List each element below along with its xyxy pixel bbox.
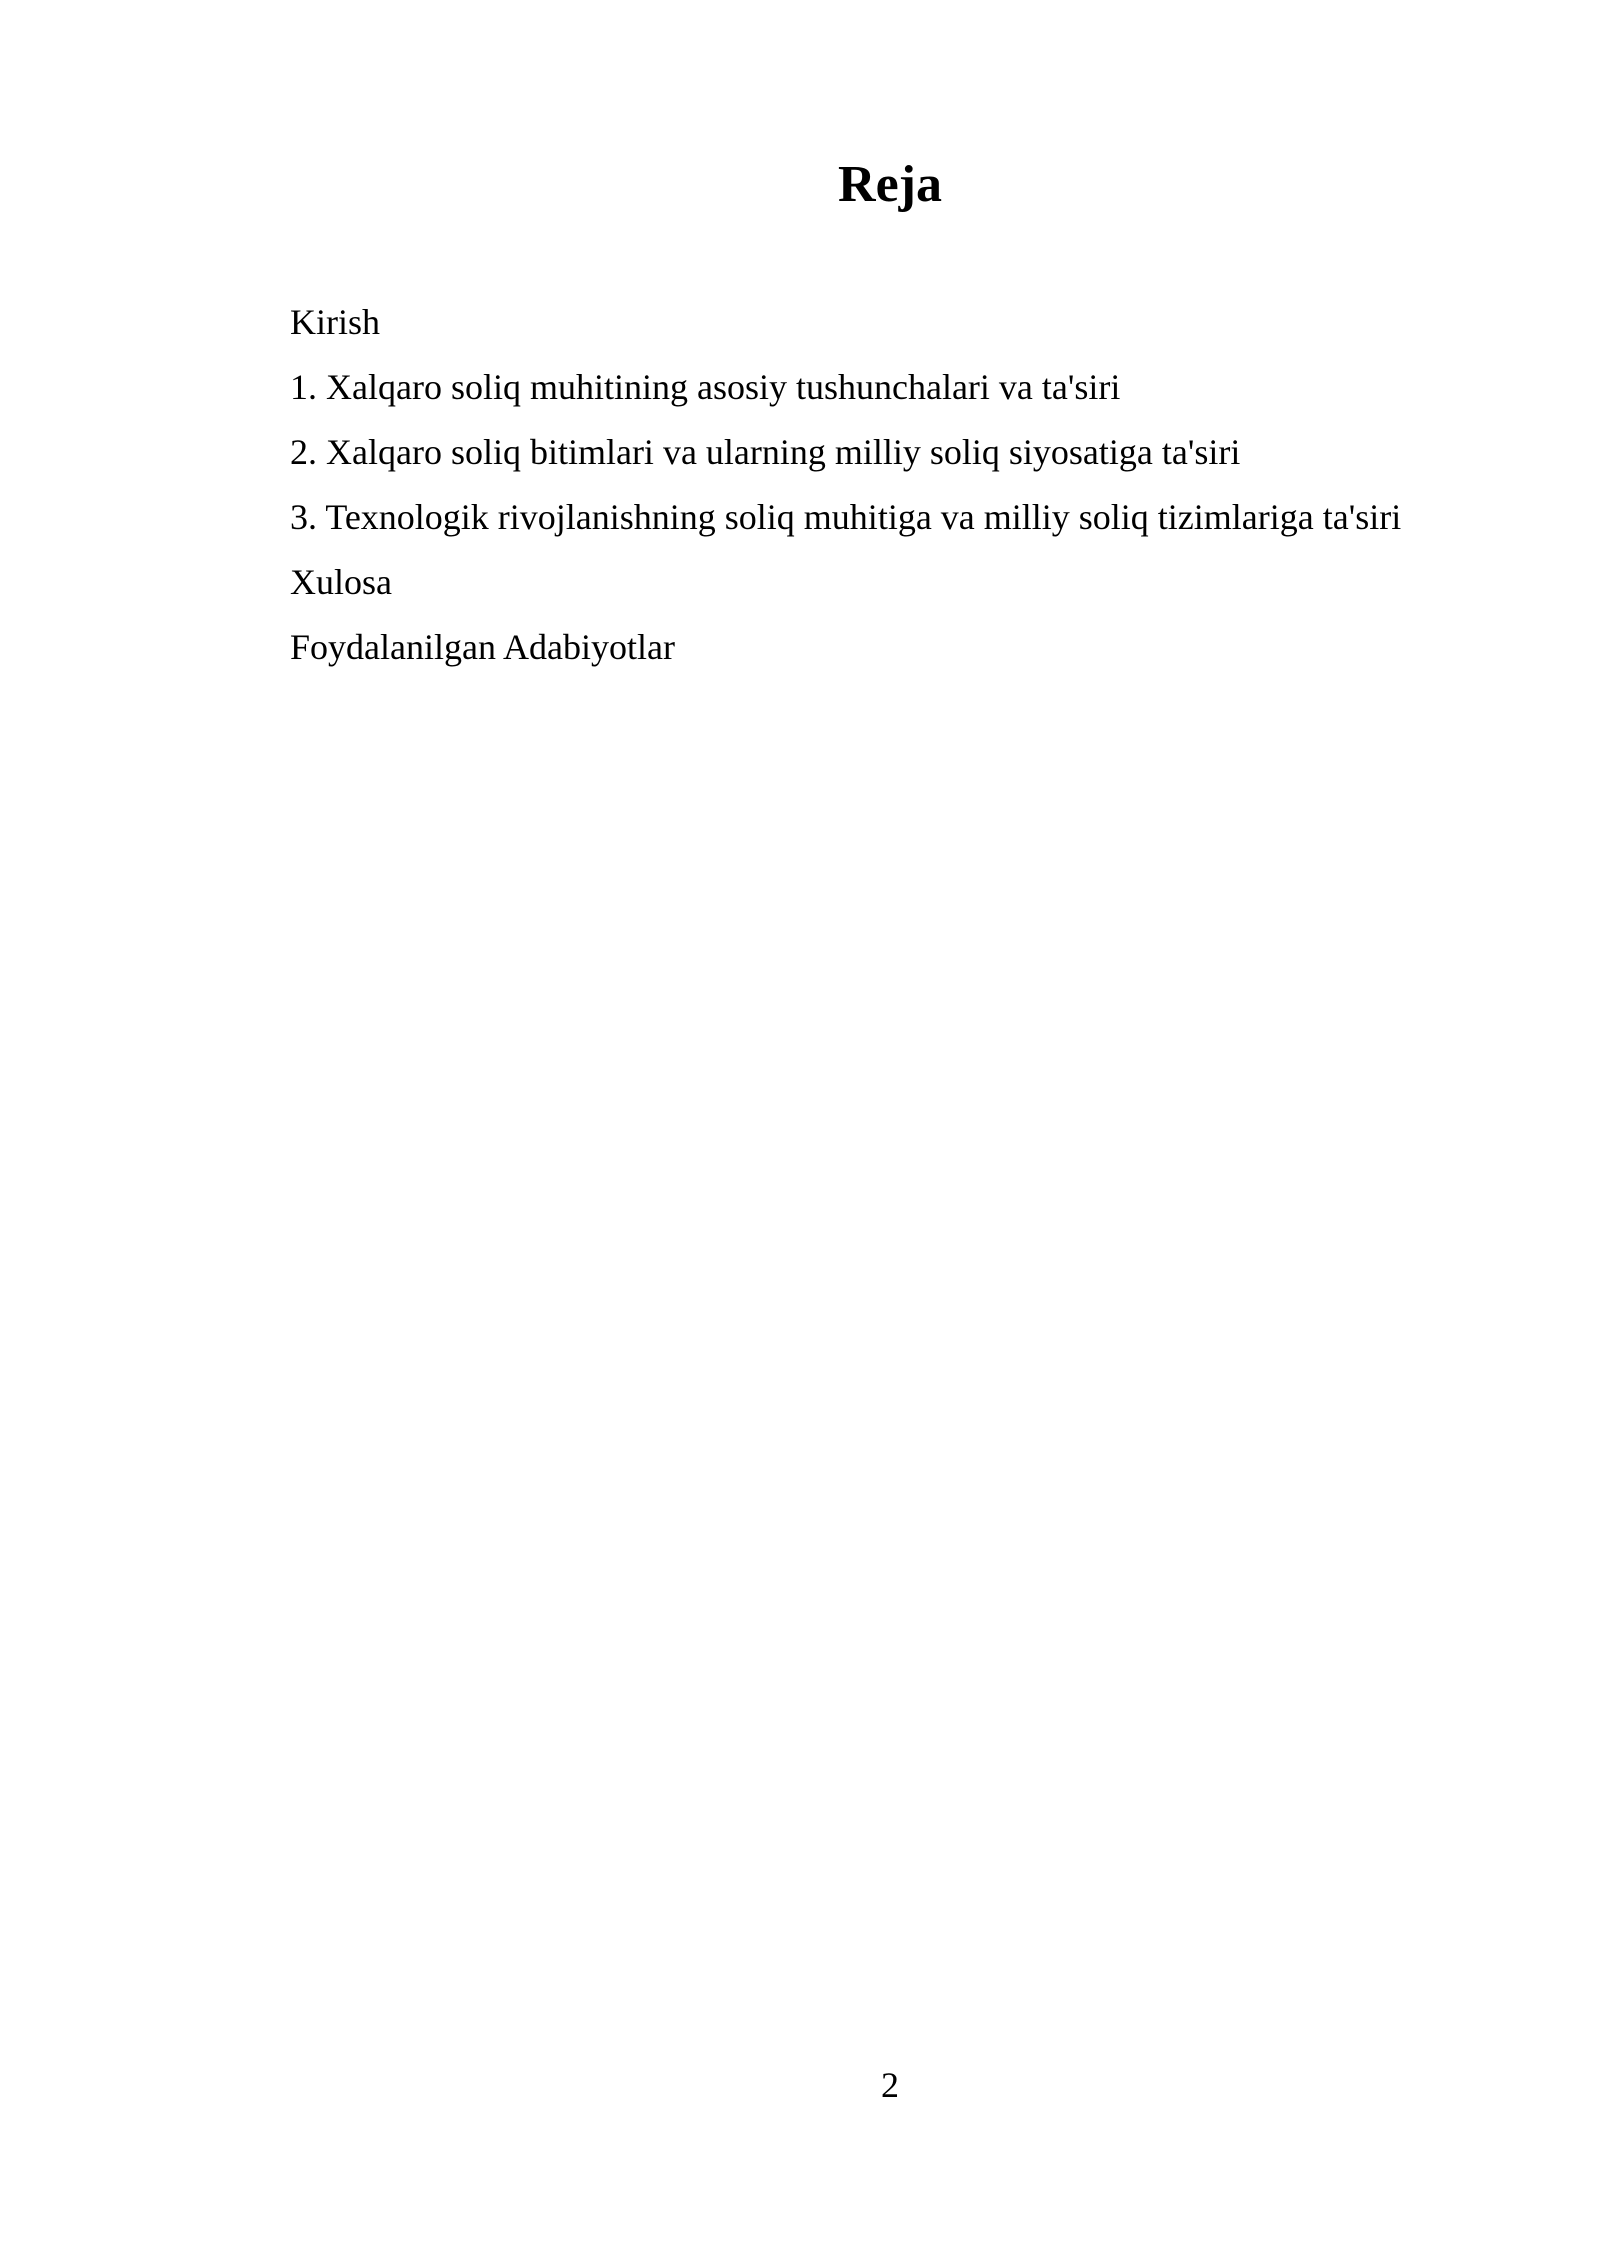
toc-item-section-2: 2. Xalqaro soliq bitimlari va ularning milliy soliq siyosatiga ta'siri — [290, 432, 1241, 472]
page-number: 2 — [881, 2065, 899, 2105]
toc-item-introduction: Kirish — [290, 302, 380, 342]
table-of-contents — [290, 290, 1401, 680]
toc-item-section-3: 3. Texnologik rivojlanishning soliq muhitiga va milliy soliq tizimlariga ta'siri — [290, 497, 1402, 537]
page-title: Reja — [838, 156, 942, 213]
toc-item-conclusion: Xulosa — [290, 562, 392, 602]
toc-item-section-1: 1. Xalqaro soliq muhitining asosiy tushunchalari va ta'siri — [290, 367, 1121, 407]
toc-item-references: Foydalanilgan Adabiyotlar — [290, 627, 675, 667]
